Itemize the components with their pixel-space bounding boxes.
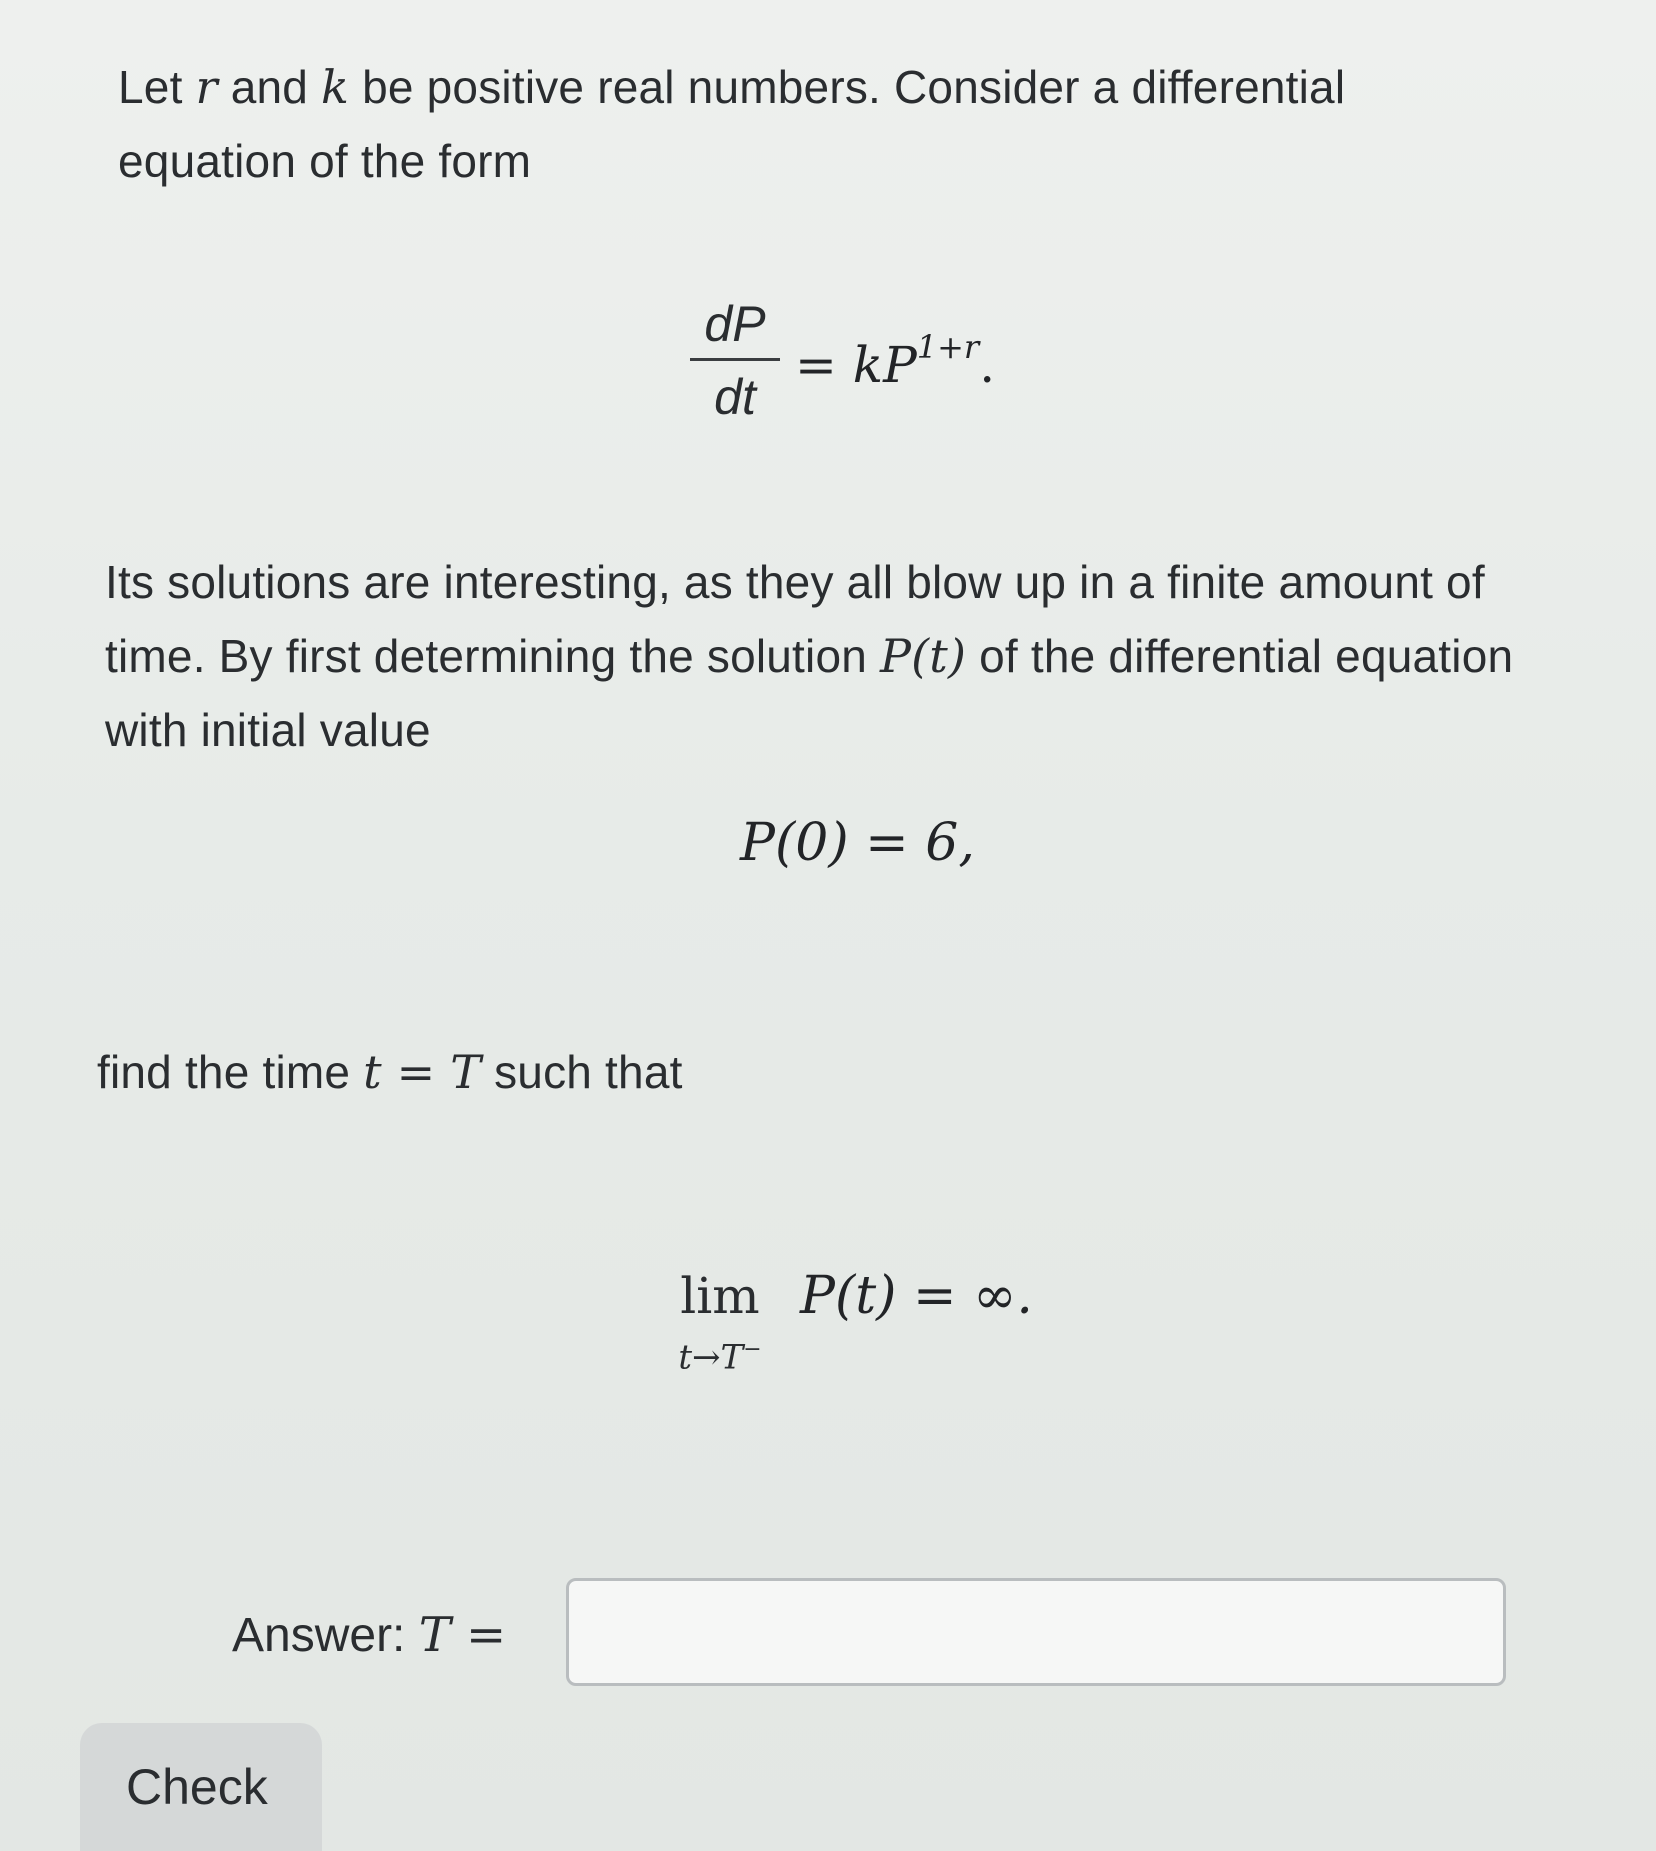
- intro-text: [118, 50, 1518, 198]
- limit-subscript-minus: −: [743, 1337, 762, 1362]
- derivative-fraction: [690, 292, 780, 429]
- find-text-part: such that: [481, 1046, 683, 1098]
- fraction-denominator: dt: [714, 369, 756, 425]
- answer-label-text: Answer:: [232, 1609, 419, 1662]
- function-p-of-t: P(t): [880, 629, 967, 683]
- intro-text-part: and: [217, 61, 322, 113]
- find-text-part: find the time: [97, 1046, 364, 1098]
- t-equals-T: t = T: [363, 1045, 482, 1099]
- fraction-numerator: dP: [704, 296, 766, 352]
- middle-text-part: Its solutions are interesting, as they all blow up in a finite amount of time. By first determining the solution: [105, 556, 1485, 682]
- answer-input[interactable]: [566, 1578, 1506, 1686]
- equation-1-period: .: [979, 336, 996, 394]
- middle-text-part: of the differential equation with initial value: [105, 630, 1514, 756]
- fraction-bar: [690, 358, 780, 361]
- initial-value-equation: P(0) = 6,: [740, 813, 975, 873]
- check-button[interactable]: Check: [80, 1723, 322, 1851]
- find-text: [97, 1035, 1297, 1109]
- answer-variable: T =: [418, 1607, 507, 1663]
- limit-subscript-text: t→T: [678, 1337, 744, 1378]
- equation-1-rhs-text: = kP: [795, 336, 917, 394]
- equation-1-rhs: [795, 328, 996, 403]
- middle-text: [105, 545, 1585, 767]
- intro-text-part: be positive real numbers. Consider a differential equation of the form: [118, 61, 1346, 187]
- equation-1-exponent: 1+r: [916, 328, 980, 366]
- limit-operator: [655, 1264, 785, 1379]
- lim-word: lim: [680, 1267, 760, 1325]
- variable-r: r: [195, 60, 218, 114]
- intro-text-part: Let: [118, 61, 196, 113]
- limit-subscript: [655, 1328, 785, 1379]
- variable-k: k: [321, 60, 350, 114]
- answer-label: [232, 1600, 506, 1671]
- limit-equation-rhs: P(t) = ∞.: [800, 1266, 1033, 1326]
